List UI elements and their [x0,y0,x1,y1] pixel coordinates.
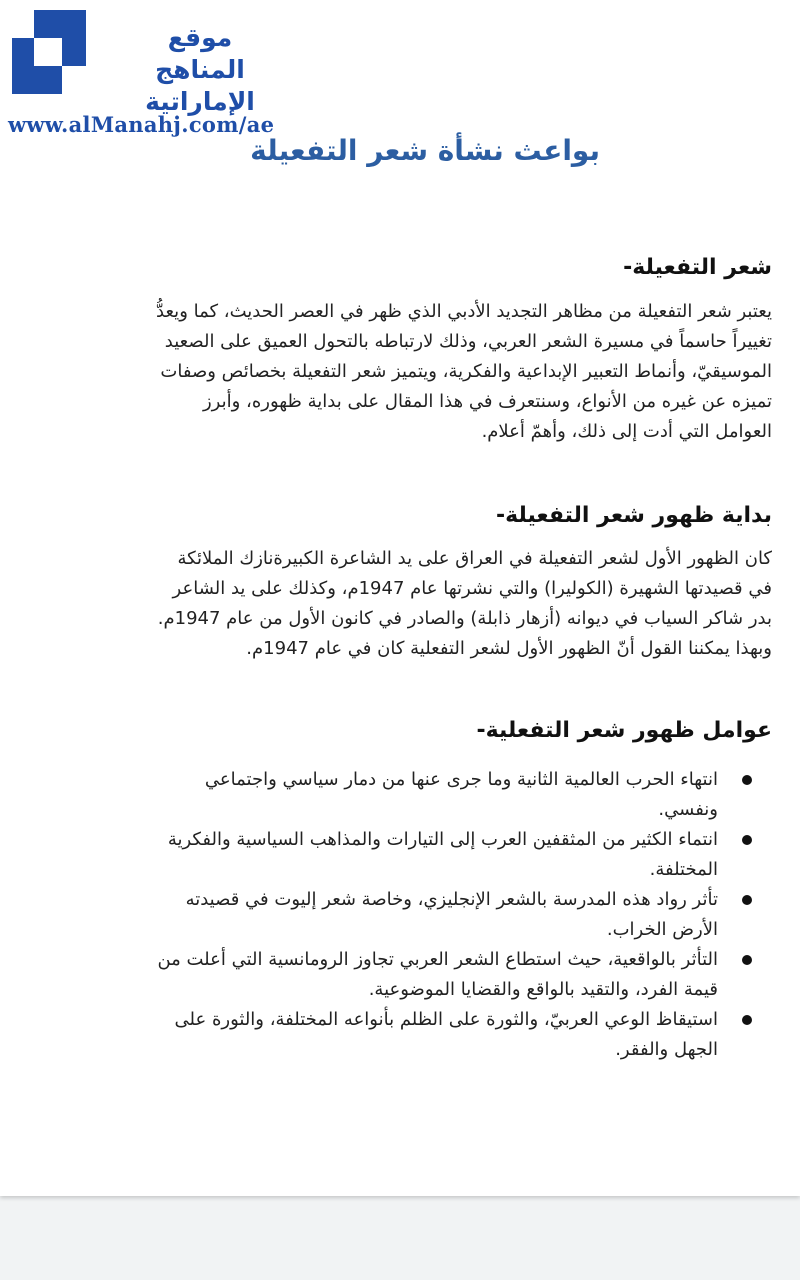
site-url-link[interactable]: www.alManahj.com/ae [8,112,275,137]
list-item [56,1005,772,1065]
list-item-line: التأثر بالواقعية، حيث استطاع الشعر العربي تجاوز الرومانسية التي أعلت من [157,949,718,970]
section-heading-emergence: بداية ظهور شعر التفعيلة- [496,503,772,528]
section-heading-factors: عوامل ظهور شعر التفعلية- [476,718,772,743]
bullet-icon [742,895,752,905]
site-name [100,22,300,118]
list-item-line: الأرض الخراب. [606,919,718,940]
section-paragraph [56,544,772,664]
paragraph-line: وبهذا يمكننا القول أنّ الظهور الأول لشعر التفعلية كان في عام 1947م. [246,638,772,659]
list-item-line: المختلفة. [649,859,718,880]
factors-list [56,765,772,1065]
bullet-icon [742,1015,752,1025]
site-name-line1: موقع [167,23,233,52]
paragraph-line: في قصيدتها الشهيرة (الكوليرا) والتي نشرتها عام 1947م، وكذلك على يد الشاعر [172,578,772,599]
section-heading-taf3ila-poetry: شعر التفعيلة- [623,255,772,280]
list-item-line: انتهاء الحرب العالمية الثانية وما جرى عنها من دمار سياسي واجتماعي [204,769,718,790]
list-item [56,945,772,1005]
list-item [56,825,772,885]
paragraph-line: الموسيقيّ، وأنماط التعبير الإبداعية والفكرية، ويتميز شعر التفعيلة بخصائص وصفات [160,361,772,382]
list-item-line: استيقاظ الوعي العربيّ، والثورة على الظلم بأنواعه المختلفة، والثورة على [174,1009,718,1030]
list-item-line: قيمة الفرد، والتقيد بالواقع والقضايا الموضوعية. [368,979,718,1000]
list-item [56,765,772,825]
paragraph-line: العوامل التي أدت إلى ذلك، وأهمّ أعلام. [481,421,772,442]
bullet-icon [742,955,752,965]
paragraph-line: يعتبر شعر التفعيلة من مظاهر التجديد الأدبي الذي ظهر في العصر الحديث، كما ويعدُّ [156,301,772,322]
bullet-icon [742,775,752,785]
site-name-line2: المناهج الإماراتية [145,55,255,116]
section-paragraph [56,297,772,447]
list-item [56,885,772,945]
list-item-line: انتماء الكثير من المثقفين العرب إلى التيارات والمذاهب السياسية والفكرية [167,829,718,850]
paragraph-line: تميزه عن غيره من الأنواع، وسنتعرف في هذا المقال على بداية ظهوره، وأبرز [202,391,772,412]
list-item-line: ونفسي. [658,799,718,820]
paragraph-line: بدر شاكر السياب في ديوانه (أزهار ذابلة) والصادر في كانون الأول من عام 1947م. [157,608,772,629]
list-item-line: الجهل والفقر. [615,1039,718,1060]
document-title: بواعث نشأة شعر التفعيلة [250,134,600,167]
paragraph-line: تغييراً حاسماً في مسيرة الشعر العربي، وذلك لارتباطه بالتحول العميق على الصعيد [164,331,772,352]
site-logo-icon [12,10,86,94]
bullet-icon [742,835,752,845]
paragraph-line: كان الظهور الأول لشعر التفعيلة في العراق على يد الشاعرة الكبيرةنازك الملائكة [177,548,772,569]
list-item-line: تأثر رواد هذه المدرسة بالشعر الإنجليزي، وخاصة شعر إليوت في قصيدته [185,889,718,910]
